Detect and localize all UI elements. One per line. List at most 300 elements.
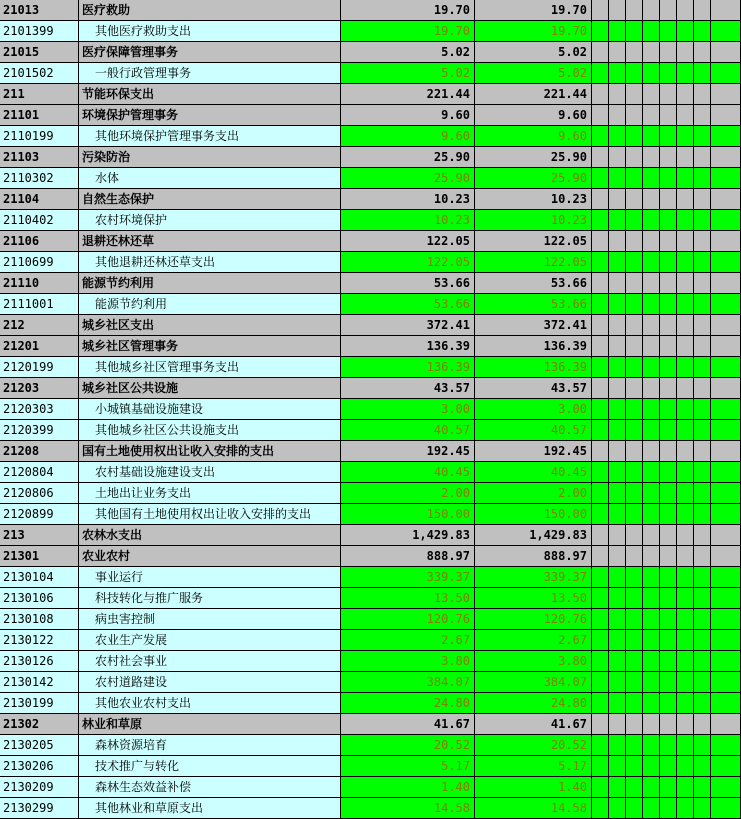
- amount-cell[interactable]: 384.07: [475, 672, 592, 693]
- empty-cell[interactable]: [592, 126, 609, 147]
- empty-cell[interactable]: [711, 693, 741, 714]
- empty-cell[interactable]: [694, 168, 711, 189]
- name-cell[interactable]: 农业农村: [79, 546, 341, 567]
- amount-cell[interactable]: 3.00: [341, 399, 475, 420]
- code-cell[interactable]: 2111001: [0, 294, 79, 315]
- code-cell[interactable]: 2130142: [0, 672, 79, 693]
- empty-cell[interactable]: [711, 42, 741, 63]
- empty-cell[interactable]: [711, 105, 741, 126]
- empty-cell[interactable]: [660, 147, 677, 168]
- amount-cell[interactable]: 41.67: [475, 714, 592, 735]
- code-cell[interactable]: 21101: [0, 105, 79, 126]
- empty-cell[interactable]: [711, 504, 741, 525]
- name-cell[interactable]: 农村基础设施建设支出: [79, 462, 341, 483]
- code-cell[interactable]: 2120303: [0, 399, 79, 420]
- empty-cell[interactable]: [694, 714, 711, 735]
- empty-cell[interactable]: [626, 630, 643, 651]
- empty-cell[interactable]: [609, 567, 626, 588]
- empty-cell[interactable]: [609, 252, 626, 273]
- empty-cell[interactable]: [592, 231, 609, 252]
- code-cell[interactable]: 2120199: [0, 357, 79, 378]
- empty-cell[interactable]: [694, 420, 711, 441]
- amount-cell[interactable]: 1.40: [341, 777, 475, 798]
- empty-cell[interactable]: [626, 483, 643, 504]
- amount-cell[interactable]: 19.70: [475, 0, 592, 21]
- empty-cell[interactable]: [592, 483, 609, 504]
- code-cell[interactable]: 21201: [0, 336, 79, 357]
- empty-cell[interactable]: [694, 147, 711, 168]
- empty-cell[interactable]: [711, 0, 741, 21]
- code-cell[interactable]: 2120806: [0, 483, 79, 504]
- empty-cell[interactable]: [711, 126, 741, 147]
- empty-cell[interactable]: [609, 588, 626, 609]
- empty-cell[interactable]: [677, 315, 694, 336]
- code-cell[interactable]: 2110199: [0, 126, 79, 147]
- amount-cell[interactable]: 339.37: [475, 567, 592, 588]
- empty-cell[interactable]: [609, 441, 626, 462]
- empty-cell[interactable]: [694, 231, 711, 252]
- code-cell[interactable]: 21302: [0, 714, 79, 735]
- empty-cell[interactable]: [694, 609, 711, 630]
- amount-cell[interactable]: 372.41: [475, 315, 592, 336]
- empty-cell[interactable]: [643, 462, 660, 483]
- empty-cell[interactable]: [592, 0, 609, 21]
- empty-cell[interactable]: [677, 0, 694, 21]
- empty-cell[interactable]: [660, 609, 677, 630]
- empty-cell[interactable]: [677, 630, 694, 651]
- empty-cell[interactable]: [660, 168, 677, 189]
- empty-cell[interactable]: [677, 21, 694, 42]
- empty-cell[interactable]: [677, 126, 694, 147]
- empty-cell[interactable]: [711, 231, 741, 252]
- name-cell[interactable]: 退耕还林还草: [79, 231, 341, 252]
- empty-cell[interactable]: [626, 735, 643, 756]
- amount-cell[interactable]: 122.05: [475, 252, 592, 273]
- amount-cell[interactable]: 384.07: [341, 672, 475, 693]
- amount-cell[interactable]: 14.58: [475, 798, 592, 819]
- amount-cell[interactable]: 40.57: [341, 420, 475, 441]
- empty-cell[interactable]: [660, 63, 677, 84]
- amount-cell[interactable]: 40.45: [341, 462, 475, 483]
- empty-cell[interactable]: [694, 546, 711, 567]
- name-cell[interactable]: 城乡社区支出: [79, 315, 341, 336]
- empty-cell[interactable]: [711, 672, 741, 693]
- empty-cell[interactable]: [609, 336, 626, 357]
- code-cell[interactable]: 21110: [0, 273, 79, 294]
- amount-cell[interactable]: 40.45: [475, 462, 592, 483]
- name-cell[interactable]: 农村环境保护: [79, 210, 341, 231]
- empty-cell[interactable]: [592, 420, 609, 441]
- code-cell[interactable]: 2130209: [0, 777, 79, 798]
- amount-cell[interactable]: 2.67: [475, 630, 592, 651]
- amount-cell[interactable]: 136.39: [341, 336, 475, 357]
- empty-cell[interactable]: [609, 630, 626, 651]
- empty-cell[interactable]: [677, 147, 694, 168]
- empty-cell[interactable]: [643, 630, 660, 651]
- empty-cell[interactable]: [643, 63, 660, 84]
- name-cell[interactable]: 农村社会事业: [79, 651, 341, 672]
- empty-cell[interactable]: [711, 777, 741, 798]
- empty-cell[interactable]: [660, 462, 677, 483]
- empty-cell[interactable]: [609, 651, 626, 672]
- amount-cell[interactable]: 25.90: [475, 168, 592, 189]
- empty-cell[interactable]: [677, 420, 694, 441]
- empty-cell[interactable]: [677, 399, 694, 420]
- amount-cell[interactable]: 10.23: [475, 189, 592, 210]
- code-cell[interactable]: 21208: [0, 441, 79, 462]
- empty-cell[interactable]: [711, 378, 741, 399]
- empty-cell[interactable]: [677, 693, 694, 714]
- empty-cell[interactable]: [609, 0, 626, 21]
- empty-cell[interactable]: [609, 462, 626, 483]
- empty-cell[interactable]: [592, 147, 609, 168]
- name-cell[interactable]: 一般行政管理事务: [79, 63, 341, 84]
- empty-cell[interactable]: [711, 399, 741, 420]
- code-cell[interactable]: 21106: [0, 231, 79, 252]
- empty-cell[interactable]: [609, 126, 626, 147]
- empty-cell[interactable]: [592, 63, 609, 84]
- empty-cell[interactable]: [643, 315, 660, 336]
- name-cell[interactable]: 其他城乡社区管理事务支出: [79, 357, 341, 378]
- empty-cell[interactable]: [677, 105, 694, 126]
- empty-cell[interactable]: [609, 294, 626, 315]
- empty-cell[interactable]: [711, 315, 741, 336]
- name-cell[interactable]: 自然生态保护: [79, 189, 341, 210]
- empty-cell[interactable]: [677, 189, 694, 210]
- amount-cell[interactable]: 5.17: [341, 756, 475, 777]
- empty-cell[interactable]: [609, 483, 626, 504]
- empty-cell[interactable]: [694, 777, 711, 798]
- empty-cell[interactable]: [626, 168, 643, 189]
- empty-cell[interactable]: [694, 273, 711, 294]
- name-cell[interactable]: 其他林业和草原支出: [79, 798, 341, 819]
- empty-cell[interactable]: [643, 609, 660, 630]
- empty-cell[interactable]: [592, 441, 609, 462]
- code-cell[interactable]: 2101502: [0, 63, 79, 84]
- empty-cell[interactable]: [711, 294, 741, 315]
- empty-cell[interactable]: [626, 378, 643, 399]
- empty-cell[interactable]: [643, 651, 660, 672]
- empty-cell[interactable]: [626, 777, 643, 798]
- empty-cell[interactable]: [660, 714, 677, 735]
- empty-cell[interactable]: [609, 357, 626, 378]
- empty-cell[interactable]: [660, 42, 677, 63]
- empty-cell[interactable]: [677, 672, 694, 693]
- empty-cell[interactable]: [677, 63, 694, 84]
- empty-cell[interactable]: [609, 42, 626, 63]
- empty-cell[interactable]: [711, 441, 741, 462]
- code-cell[interactable]: 2130122: [0, 630, 79, 651]
- empty-cell[interactable]: [694, 336, 711, 357]
- empty-cell[interactable]: [643, 735, 660, 756]
- name-cell[interactable]: 其他医疗救助支出: [79, 21, 341, 42]
- empty-cell[interactable]: [592, 399, 609, 420]
- amount-cell[interactable]: 25.90: [341, 147, 475, 168]
- empty-cell[interactable]: [643, 567, 660, 588]
- empty-cell[interactable]: [592, 42, 609, 63]
- empty-cell[interactable]: [660, 525, 677, 546]
- empty-cell[interactable]: [643, 546, 660, 567]
- empty-cell[interactable]: [711, 798, 741, 819]
- name-cell[interactable]: 科技转化与推广服务: [79, 588, 341, 609]
- empty-cell[interactable]: [660, 735, 677, 756]
- amount-cell[interactable]: 53.66: [341, 273, 475, 294]
- empty-cell[interactable]: [626, 756, 643, 777]
- name-cell[interactable]: 小城镇基础设施建设: [79, 399, 341, 420]
- empty-cell[interactable]: [677, 651, 694, 672]
- name-cell[interactable]: 森林生态效益补偿: [79, 777, 341, 798]
- empty-cell[interactable]: [626, 357, 643, 378]
- amount-cell[interactable]: 5.02: [341, 42, 475, 63]
- empty-cell[interactable]: [660, 420, 677, 441]
- empty-cell[interactable]: [592, 168, 609, 189]
- amount-cell[interactable]: 1.40: [475, 777, 592, 798]
- empty-cell[interactable]: [711, 483, 741, 504]
- empty-cell[interactable]: [677, 714, 694, 735]
- empty-cell[interactable]: [694, 798, 711, 819]
- name-cell[interactable]: 农林水支出: [79, 525, 341, 546]
- empty-cell[interactable]: [711, 252, 741, 273]
- amount-cell[interactable]: 41.67: [341, 714, 475, 735]
- empty-cell[interactable]: [592, 630, 609, 651]
- empty-cell[interactable]: [711, 609, 741, 630]
- name-cell[interactable]: 森林资源培育: [79, 735, 341, 756]
- empty-cell[interactable]: [660, 84, 677, 105]
- name-cell[interactable]: 其他环境保护管理事务支出: [79, 126, 341, 147]
- code-cell[interactable]: 2101399: [0, 21, 79, 42]
- empty-cell[interactable]: [711, 357, 741, 378]
- amount-cell[interactable]: 192.45: [475, 441, 592, 462]
- empty-cell[interactable]: [626, 147, 643, 168]
- name-cell[interactable]: 节能环保支出: [79, 84, 341, 105]
- empty-cell[interactable]: [711, 651, 741, 672]
- empty-cell[interactable]: [711, 84, 741, 105]
- empty-cell[interactable]: [626, 609, 643, 630]
- name-cell[interactable]: 技术推广与转化: [79, 756, 341, 777]
- empty-cell[interactable]: [643, 798, 660, 819]
- empty-cell[interactable]: [694, 441, 711, 462]
- empty-cell[interactable]: [660, 546, 677, 567]
- empty-cell[interactable]: [626, 0, 643, 21]
- empty-cell[interactable]: [643, 336, 660, 357]
- code-cell[interactable]: 21301: [0, 546, 79, 567]
- empty-cell[interactable]: [626, 315, 643, 336]
- empty-cell[interactable]: [626, 567, 643, 588]
- empty-cell[interactable]: [660, 357, 677, 378]
- empty-cell[interactable]: [609, 315, 626, 336]
- empty-cell[interactable]: [694, 651, 711, 672]
- code-cell[interactable]: 2120804: [0, 462, 79, 483]
- code-cell[interactable]: 211: [0, 84, 79, 105]
- empty-cell[interactable]: [660, 378, 677, 399]
- amount-cell[interactable]: 136.39: [341, 357, 475, 378]
- empty-cell[interactable]: [694, 462, 711, 483]
- amount-cell[interactable]: 13.50: [341, 588, 475, 609]
- empty-cell[interactable]: [711, 336, 741, 357]
- empty-cell[interactable]: [609, 378, 626, 399]
- empty-cell[interactable]: [592, 378, 609, 399]
- amount-cell[interactable]: 150.00: [475, 504, 592, 525]
- empty-cell[interactable]: [660, 189, 677, 210]
- empty-cell[interactable]: [609, 714, 626, 735]
- empty-cell[interactable]: [609, 189, 626, 210]
- empty-cell[interactable]: [626, 126, 643, 147]
- name-cell[interactable]: 其他农业农村支出: [79, 693, 341, 714]
- empty-cell[interactable]: [711, 273, 741, 294]
- empty-cell[interactable]: [643, 84, 660, 105]
- amount-cell[interactable]: 888.97: [341, 546, 475, 567]
- empty-cell[interactable]: [677, 357, 694, 378]
- amount-cell[interactable]: 10.23: [475, 210, 592, 231]
- code-cell[interactable]: 2130299: [0, 798, 79, 819]
- empty-cell[interactable]: [609, 231, 626, 252]
- empty-cell[interactable]: [711, 420, 741, 441]
- name-cell[interactable]: 病虫害控制: [79, 609, 341, 630]
- empty-cell[interactable]: [592, 189, 609, 210]
- empty-cell[interactable]: [592, 672, 609, 693]
- empty-cell[interactable]: [660, 756, 677, 777]
- name-cell[interactable]: 污染防治: [79, 147, 341, 168]
- empty-cell[interactable]: [677, 609, 694, 630]
- empty-cell[interactable]: [660, 105, 677, 126]
- empty-cell[interactable]: [660, 441, 677, 462]
- empty-cell[interactable]: [660, 588, 677, 609]
- empty-cell[interactable]: [643, 525, 660, 546]
- empty-cell[interactable]: [677, 294, 694, 315]
- empty-cell[interactable]: [592, 777, 609, 798]
- empty-cell[interactable]: [592, 525, 609, 546]
- code-cell[interactable]: 2110302: [0, 168, 79, 189]
- amount-cell[interactable]: 888.97: [475, 546, 592, 567]
- code-cell[interactable]: 21013: [0, 0, 79, 21]
- code-cell[interactable]: 21203: [0, 378, 79, 399]
- amount-cell[interactable]: 20.52: [475, 735, 592, 756]
- empty-cell[interactable]: [694, 189, 711, 210]
- empty-cell[interactable]: [609, 756, 626, 777]
- empty-cell[interactable]: [592, 609, 609, 630]
- empty-cell[interactable]: [643, 294, 660, 315]
- empty-cell[interactable]: [694, 0, 711, 21]
- amount-cell[interactable]: 9.60: [475, 105, 592, 126]
- amount-cell[interactable]: 221.44: [341, 84, 475, 105]
- empty-cell[interactable]: [592, 735, 609, 756]
- empty-cell[interactable]: [643, 21, 660, 42]
- empty-cell[interactable]: [694, 378, 711, 399]
- empty-cell[interactable]: [660, 294, 677, 315]
- empty-cell[interactable]: [711, 756, 741, 777]
- empty-cell[interactable]: [609, 147, 626, 168]
- name-cell[interactable]: 其他城乡社区公共设施支出: [79, 420, 341, 441]
- empty-cell[interactable]: [592, 336, 609, 357]
- empty-cell[interactable]: [677, 252, 694, 273]
- name-cell[interactable]: 其他退耕还林还草支出: [79, 252, 341, 273]
- empty-cell[interactable]: [660, 315, 677, 336]
- empty-cell[interactable]: [643, 357, 660, 378]
- empty-cell[interactable]: [609, 546, 626, 567]
- empty-cell[interactable]: [677, 168, 694, 189]
- amount-cell[interactable]: 221.44: [475, 84, 592, 105]
- empty-cell[interactable]: [626, 294, 643, 315]
- name-cell[interactable]: 医疗保障管理事务: [79, 42, 341, 63]
- name-cell[interactable]: 土地出让业务支出: [79, 483, 341, 504]
- empty-cell[interactable]: [694, 42, 711, 63]
- amount-cell[interactable]: 372.41: [341, 315, 475, 336]
- amount-cell[interactable]: 25.90: [341, 168, 475, 189]
- empty-cell[interactable]: [711, 63, 741, 84]
- code-cell[interactable]: 2130199: [0, 693, 79, 714]
- empty-cell[interactable]: [609, 525, 626, 546]
- empty-cell[interactable]: [592, 252, 609, 273]
- empty-cell[interactable]: [711, 21, 741, 42]
- amount-cell[interactable]: 120.76: [341, 609, 475, 630]
- amount-cell[interactable]: 122.05: [341, 252, 475, 273]
- empty-cell[interactable]: [592, 546, 609, 567]
- empty-cell[interactable]: [626, 546, 643, 567]
- empty-cell[interactable]: [626, 504, 643, 525]
- empty-cell[interactable]: [609, 504, 626, 525]
- empty-cell[interactable]: [677, 42, 694, 63]
- empty-cell[interactable]: [711, 735, 741, 756]
- empty-cell[interactable]: [609, 399, 626, 420]
- empty-cell[interactable]: [643, 483, 660, 504]
- empty-cell[interactable]: [609, 609, 626, 630]
- empty-cell[interactable]: [643, 777, 660, 798]
- amount-cell[interactable]: 120.76: [475, 609, 592, 630]
- empty-cell[interactable]: [711, 630, 741, 651]
- empty-cell[interactable]: [711, 525, 741, 546]
- empty-cell[interactable]: [677, 378, 694, 399]
- name-cell[interactable]: 能源节约利用: [79, 273, 341, 294]
- name-cell[interactable]: 农村道路建设: [79, 672, 341, 693]
- amount-cell[interactable]: 19.70: [475, 21, 592, 42]
- amount-cell[interactable]: 9.60: [341, 105, 475, 126]
- empty-cell[interactable]: [592, 462, 609, 483]
- code-cell[interactable]: 21103: [0, 147, 79, 168]
- amount-cell[interactable]: 43.57: [341, 378, 475, 399]
- name-cell[interactable]: 林业和草原: [79, 714, 341, 735]
- empty-cell[interactable]: [643, 231, 660, 252]
- empty-cell[interactable]: [609, 672, 626, 693]
- empty-cell[interactable]: [643, 273, 660, 294]
- empty-cell[interactable]: [694, 252, 711, 273]
- empty-cell[interactable]: [592, 294, 609, 315]
- amount-cell[interactable]: 20.52: [341, 735, 475, 756]
- empty-cell[interactable]: [660, 0, 677, 21]
- empty-cell[interactable]: [643, 441, 660, 462]
- amount-cell[interactable]: 53.66: [341, 294, 475, 315]
- empty-cell[interactable]: [643, 147, 660, 168]
- amount-cell[interactable]: 122.05: [475, 231, 592, 252]
- amount-cell[interactable]: 53.66: [475, 294, 592, 315]
- empty-cell[interactable]: [660, 126, 677, 147]
- name-cell[interactable]: 事业运行: [79, 567, 341, 588]
- amount-cell[interactable]: 2.67: [341, 630, 475, 651]
- empty-cell[interactable]: [660, 336, 677, 357]
- name-cell[interactable]: 城乡社区公共设施: [79, 378, 341, 399]
- empty-cell[interactable]: [626, 462, 643, 483]
- amount-cell[interactable]: 192.45: [341, 441, 475, 462]
- empty-cell[interactable]: [626, 798, 643, 819]
- empty-cell[interactable]: [643, 105, 660, 126]
- empty-cell[interactable]: [643, 42, 660, 63]
- amount-cell[interactable]: 122.05: [341, 231, 475, 252]
- empty-cell[interactable]: [626, 84, 643, 105]
- code-cell[interactable]: 2130206: [0, 756, 79, 777]
- empty-cell[interactable]: [660, 399, 677, 420]
- empty-cell[interactable]: [694, 672, 711, 693]
- empty-cell[interactable]: [626, 252, 643, 273]
- empty-cell[interactable]: [592, 105, 609, 126]
